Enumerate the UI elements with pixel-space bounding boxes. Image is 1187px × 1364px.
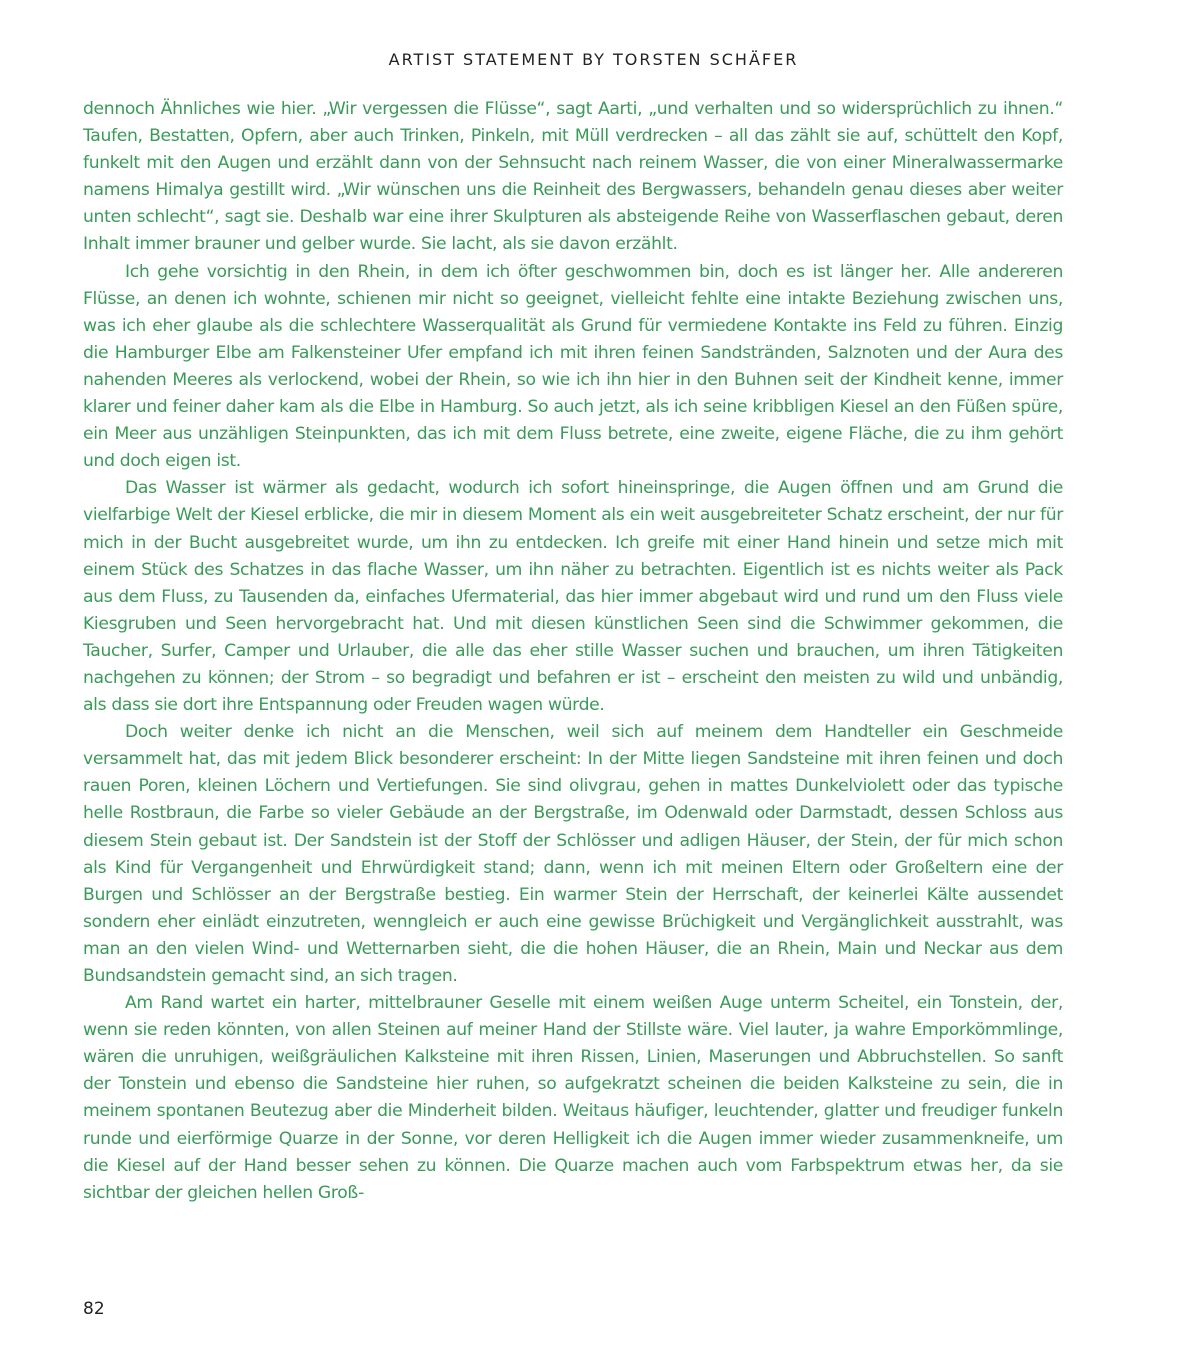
paragraph-2: Ich gehe vorsichtig in den Rhein, in dem ich öfter geschwommen bin, doch es ist länger her. Alle andereren Flüsse, an denen ich wohnte, schienen mir nicht so geeignet, vielleicht fehlte eine intakte Beziehung zwischen uns, was ich eher glaube als die schlechtere Wasserqualität als Grund für vermiedene Kontakte ins Feld zu führen. Einzig die Hamburger Elbe am Falkensteiner Ufer empfand ich mit ihren feinen Sandstränden, Salznoten und der Aura des nahenden Meeres als verlockend, wobei der Rhein, so wie ich ihn hier in den Buhnen seit der Kindheit kenne, immer klarer und feiner daher kam als die Elbe in Hamburg. So auch jetzt, als ich seine kribbligen Kiesel an den Füßen spüre, ein Meer aus unzähligen Steinpunkten, das ich mit dem Fluss betrete, eine zweite, eigene Fläche, die zu ihm gehört und doch eigen ist. [83, 261, 1063, 472]
paragraph-3: Das Wasser ist wärmer als gedacht, wodurch ich sofort hineinspringe, die Augen öffnen und am Grund die vielfarbige Welt der Kiesel erblicke, die mir in diesem Moment als ein weit ausgebreiteter Schatz erscheint, der nur für mich in der Bucht ausgebreitet wurde, um ihn zu entdecken. Ich greife mit einer Hand hinein und setze mich mit einem Stück des Schatzes in das flache Wasser, um ihn näher zu betrachten. Eigentlich ist es nichts weiter als Pack aus dem Fluss, zu Tausenden da, einfaches Ufermaterial, das hier immer abgebaut wird und rund um den Fluss viele Kiesgruben und Seen hervorgebracht hat. Und mit diesen künstlichen Seen sind die Schwimmer gekommen, die Taucher, Surfer, Camper und Urlauber, die alle das eher stille Wasser suchen und brauchen, um ihren Tätigkeiten nachgehen zu können; der Strom – so begradigt und befahren er ist – erscheint den meisten zu wild und unbändig, als dass sie dort ihre Entspannung oder Freuden wagen würde. [83, 478, 1063, 716]
running-title: ARTIST STATEMENT BY TORSTEN SCHÄFER [388, 50, 799, 69]
paragraph-4: Doch weiter denke ich nicht an die Menschen, weil sich auf meinem dem Handteller ein Geschmeide versammelt hat, das mit jedem Blick besonderer erscheint: In der Mitte liegen Sandsteine mit ihren feinen und doch rauen Poren, kleinen Löchern und Vertiefungen. Sie sind olivgrau, gehen in mattes Dunkelviolett oder das typische helle Rostbraun, die Farbe so vieler Gebäude an der Bergstraße, im Odenwald oder Darmstadt, dessen Schloss aus diesem Stein gebaut ist. Der Sandstein ist der Stoff der Schlösser und adligen Häuser, der Stein, der für mich schon als Kind für Vergangenheit und Ehrwürdigkeit stand; dann, wenn ich mit meinen Eltern oder Großeltern eine der Burgen und Schlösser an der Bergstraße bestieg. Ein warmer Stein der Herrschaft, der keinerlei Kälte aussendet sondern eher einlädt einzutreten, wenngleich er auch eine gewisse Brüchigkeit und Vergänglichkeit ausstrahlt, was man an den vielen Wind- und Wetternarben sieht, die die hohen Häuser, die an Rhein, Main und Neckar aus dem Bundsandstein gemacht sind, an sich tragen. [83, 722, 1063, 986]
article-body [83, 96, 1063, 1207]
paragraph-5: Am Rand wartet ein harter, mittelbrauner Geselle mit einem weißen Auge unterm Scheitel, ein Tonstein, der, wenn sie reden könnten, von allen Steinen auf meiner Hand der Stillste wäre. Viel lauter, ja wahre Emporkömmlinge, wären die unruhigen, weißgräulichen Kalksteine mit ihren Rissen, Linien, Maserungen und Abbruchstellen. So sanft der Tonstein und ebenso die Sandsteine hier ruhen, so aufgekratzt scheinen die beiden Kalksteine zu sein, die in meinem spontanen Beutezug aber die Minderheit bilden. Weitaus häufiger, leuchtender, glatter und freudiger funkeln runde und eierförmige Quarze in der Sonne, vor deren Helligkeit ich die Augen immer wieder zusammenkneife, um die Kiesel auf der Hand besser sehen zu können. Die Quarze machen auch vom Farbspektrum etwas her, da sie sichtbar der gleichen hellen Groß- [83, 993, 1063, 1203]
page-number: 82 [83, 1299, 105, 1319]
paragraph-1: dennoch Ähnliches wie hier. „Wir vergessen die Flüsse“, sagt Aarti, „und verhalten und so widersprüchlich zu ihnen.“ Taufen, Bestatten, Opfern, aber auch Trinken, Pinkeln, mit Müll verdrecken – all das zählt sie auf, schüttelt den Kopf, funkelt mit den Augen und erzählt dann von der Sehnsucht nach reinem Wasser, die von einer Mineralwassermarke namens Himalya gestillt wird. „Wir wünschen uns die Reinheit des Bergwassers, behandeln genau dieses aber weiter unten schlecht“, sagt sie. Deshalb war eine ihrer Skulpturen als absteigende Reihe von Wasserflaschen gebaut, deren Inhalt immer brauner und gelber wurde. Sie lacht, als sie davon erzählt. [83, 99, 1063, 255]
